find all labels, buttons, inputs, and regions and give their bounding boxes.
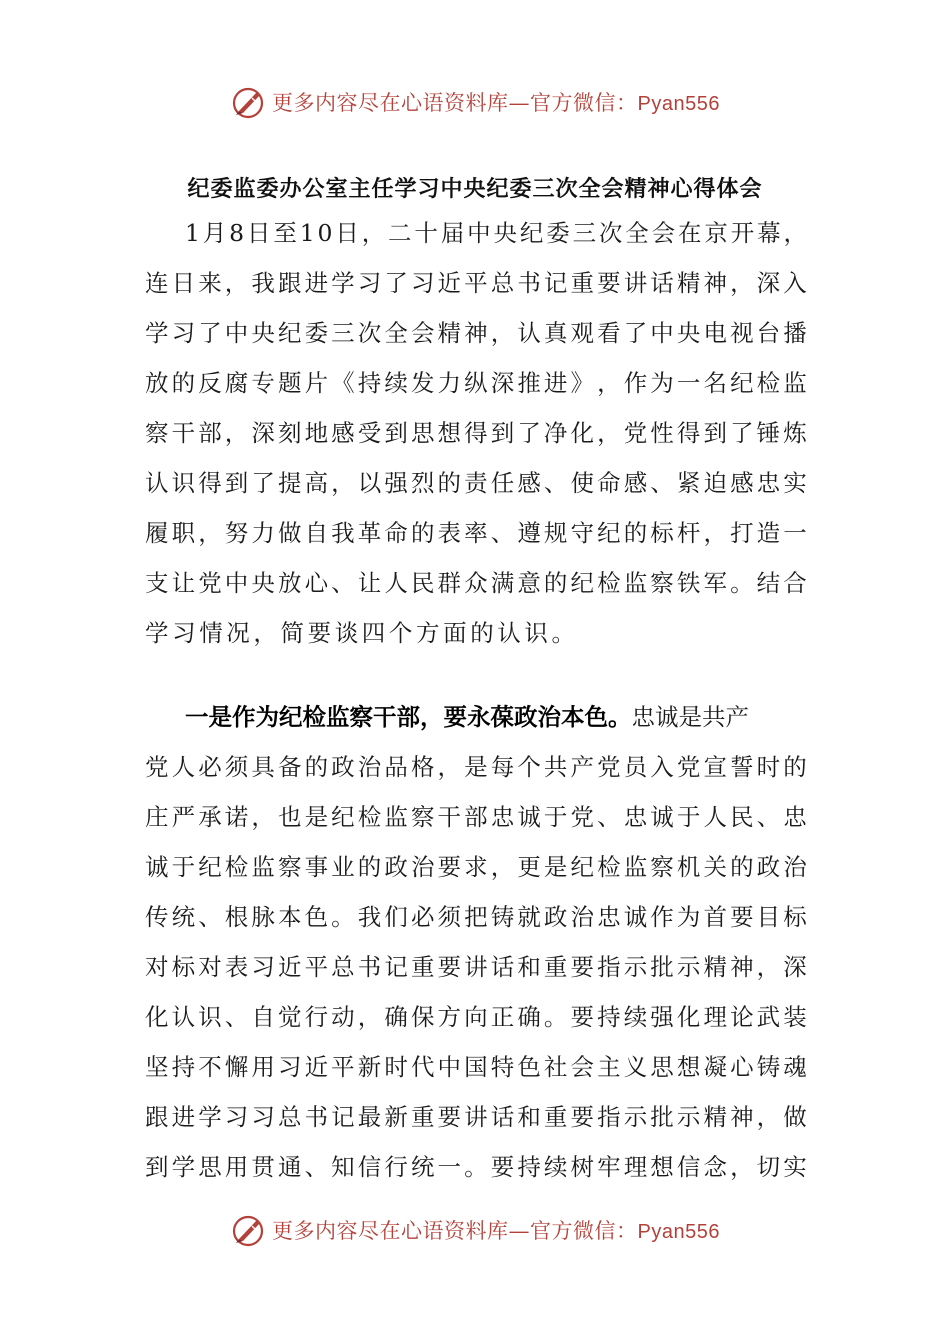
text-segment: 忠诚是共产 <box>631 703 749 731</box>
text-line: 连 日 来 ， 我 跟 进 学 习 了 习 近 平 总 书 记 重 要 讲 话 精 神 ， 深 入 <box>145 269 807 297</box>
text-line: 到 学 思 用 贯 通 、 知 信 行 统 一 。 要 持 续 树 牢 理 想 信 念 ， 切 实 <box>145 1153 807 1181</box>
paragraph-1 <box>145 208 807 658</box>
text-line: 坚 持 不 懈 用 习 近 平 新 时 代 中 国 特 色 社 会 主 义 思 想 凝 心 铸 魂 <box>145 1053 807 1081</box>
watermark-text: 更多内容尽在心语资料库—官方微信：Pyan556 <box>272 1219 720 1243</box>
text-line: 察 干 部 ， 深 刻 地 感 受 到 思 想 得 到 了 净 化 ， 党 性 得 到 了 锤 炼 <box>145 419 807 447</box>
text-line: 传 统 、 根 脉 本 色 。 我 们 必 须 把 铸 就 政 治 忠 诚 作 为 首 要 目 标 <box>145 903 807 931</box>
footer-watermark <box>0 1208 950 1252</box>
text-line: 对 标 对 表 习 近 平 总 书 记 重 要 讲 话 和 重 要 指 示 批 示 精 神 ， 深 <box>145 953 807 981</box>
text-line <box>145 692 807 742</box>
text-line: 1 月 8 日 至 1 0 日 ， 二 十 届 中 央 纪 委 三 次 全 会 在 京 开 幕 ， <box>185 219 807 247</box>
watermark-text: 更多内容尽在心语资料库—官方微信：Pyan556 <box>272 91 720 115</box>
text-line: 跟 进 学 习 习 总 书 记 最 新 重 要 讲 话 和 重 要 指 示 批 示 精 神 ， 做 <box>145 1103 807 1131</box>
quill-pen-logo-icon <box>230 1212 266 1248</box>
text-line: 庄 严 承 诺 ， 也 是 纪 检 监 察 干 部 忠 诚 于 党 、 忠 诚 于 人 民 、 忠 <box>145 803 807 831</box>
text-line: 认 识 得 到 了 提 高 ， 以 强 烈 的 责 任 感 、 使 命 感 、 紧 迫 感 忠 实 <box>145 469 807 497</box>
text-line: 诚 于 纪 检 监 察 事 业 的 政 治 要 求 ， 更 是 纪 检 监 察 机 关 的 政 治 <box>145 853 807 881</box>
text-line: 履 职 ， 努 力 做 自 我 革 命 的 表 率 、 遵 规 守 纪 的 标 杆 ， 打 造 一 <box>145 519 807 547</box>
quill-pen-logo-icon <box>230 84 266 120</box>
header-watermark <box>0 80 950 124</box>
text-line: 化 认 识 、 自 觉 行 动 ， 确 保 方 向 正 确 。 要 持 续 强 化 理 论 武 装 <box>145 1003 807 1031</box>
section-heading: 一是作为纪检监察干部，要永葆政治本色。 <box>185 703 632 731</box>
page-title: 纪委监委办公室主任学习中央纪委三次全会精神心得体会 <box>187 176 763 202</box>
text-line: 学 习 了 中 央 纪 委 三 次 全 会 精 神 ， 认 真 观 看 了 中 央 电 视 台 播 <box>145 319 807 347</box>
paragraph-2 <box>145 692 807 1192</box>
text-line: 学习情况，简要谈四个方面的认识。 <box>145 619 579 647</box>
text-line: 支 让 党 中 央 放 心 、 让 人 民 群 众 满 意 的 纪 检 监 察 铁 军 。 结 合 <box>145 569 807 597</box>
text-line: 放 的 反 腐 专 题 片 《 持 续 发 力 纵 深 推 进 》 ， 作 为 一 名 纪 检 监 <box>145 369 807 397</box>
text-line: 党 人 必 须 具 备 的 政 治 品 格 ， 是 每 个 共 产 党 员 入 党 宣 誓 时 的 <box>145 753 807 781</box>
